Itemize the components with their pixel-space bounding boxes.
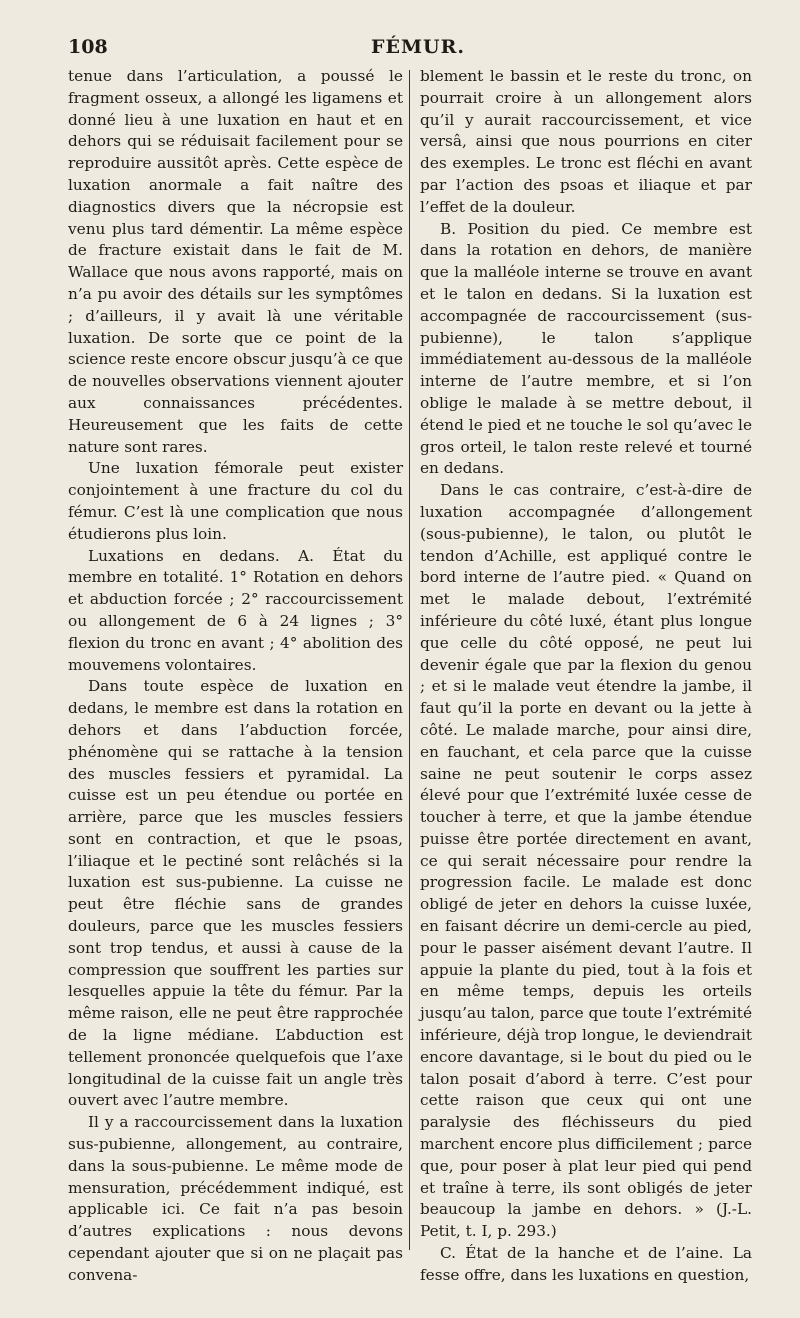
paragraph: tenue dans l’articulation, a poussé le fragment osseux, a allongé les ligamens et donné lieu à une luxation en haut et en dehors qui se réduisait facilement pour se reproduire aussitôt après. Cette espèce de luxation anormale a fait naître des diagnostics divers que la nécropsie est venu plus tard démentir. La même espèce de fracture existait dans le fait de M. Wallace que nous avons rapporté, mais on n’a pu avoir des détails sur les symptômes ; d’ailleurs, il y avait là une véritable luxation. De sorte que ce point de la science reste encore obscur jusqu’à ce que de nouvelles observations viennent ajouter aux connaissances précédentes. Heureusement que les faits de cette nature sont rares. <box>68 67 403 456</box>
page-header <box>68 36 768 66</box>
paragraph: Une luxation fémorale peut exister conjointement à une fracture du col du fémur. C’est là une complication que nous étudierons plus loin. <box>68 459 403 543</box>
paragraph: C. État de la hanche et de l’aine. La fesse offre, dans les luxations en question, <box>420 1244 752 1284</box>
paragraph: Dans le cas contraire, c’est-à-dire de luxation accompagnée d’allongement (sous-pubienne), le talon, ou plutôt le tendon d’Achille, est appliqué contre le bord interne de l’autre pied. « Quand on met le malade debout, l’extrémité inférieure du côté luxé, étant plus longue que celle du côté opposé, ne peut lui devenir égale que par la flexion du genou ; et si le malade veut étendre la jambe, il faut qu’il la porte en devant ou la jette à côté. Le malade marche, pour ainsi dire, en fauchant, et cela parce que la cuisse saine ne peut soutenir le corps assez élevé pour que l’extrémité luxée cesse de toucher à terre, et que la jambe étendue puisse être portée directement en avant, ce qui serait nécessaire pour rendre la progression facile. Le malade est donc obligé de jeter en dehors la cuisse luxée, en faisant décrire un demi-cercle au pied, pour le passer aisément devant l’autre. Il appuie la plante du pied, tout à la fois et en même temps, depuis les orteils jusqu’au talon, parce que toute l’extrémité inférieure, déjà trop longue, le deviendrait encore davantage, si le bout du pied ou le talon posait d’abord à terre. C’est pour cette raison que ceux qui ont une paralysie des fléchisseurs du pied marchent encore plus difficilement ; parce que, pour poser à plat leur pied qui pend et traîne à terre, ils sont obligés de jeter beaucoup la jambe en dehors. » (J.-L. Petit, t. I, p. 293.) <box>420 481 752 1241</box>
right-column <box>420 66 752 1287</box>
column-divider <box>409 70 410 1250</box>
paragraph: blement le bassin et le reste du tronc, on pourrait croire à un allongement alors qu’il y aurait raccourcissement, et vice versâ, ainsi que nous pourrions en citer des exemples. Le tronc est fléchi en avant par l’action des psoas et iliaque et par l’effet de la douleur. <box>420 67 752 216</box>
left-column <box>68 66 403 1287</box>
paragraph: Il y a raccourcissement dans la luxation sus-pubienne, allongement, au contraire, dans la sous-pubienne. Le même mode de mensuration, précédemment indiqué, est applicable ici. Ce fait n’a pas besoin d’autres explications : nous devons cependant ajouter que si on ne plaçait pas convena- <box>68 1113 403 1284</box>
paragraph: Dans toute espèce de luxation en dedans, le membre est dans la rotation en dehors et dans l’abduction forcée, phénomène qui se rattache à la tension des muscles fessiers et pyramidal. La cuisse est un peu étendue ou portée en arrière, parce que les muscles fessiers sont en contraction, et que le psoas, l’iliaque et le pectiné sont relâchés si la luxation est sus-pubienne. La cuisse ne peut être fléchie sans de grandes douleurs, parce que les muscles fessiers sont trop tendus, et aussi à cause de la compression que souffrent les parties sur lesquelles appuie la tête du fémur. Par la même raison, elle ne peut être rapprochée de la ligne médiane. L’abduction est tellement prononcée quelquefois que l’axe longitudinal de la cuisse fait un angle très ouvert avec l’autre membre. <box>68 677 403 1110</box>
paragraph: B. Position du pied. Ce membre est dans la rotation en dehors, de manière que la malléole interne se trouve en avant et le talon en dedans. Si la luxation est accompagnée de raccourcissement (sus-pubienne), le talon s’applique immédiatement au-dessous de la malléole interne de l’autre membre, et si l’on oblige le malade à se mettre debout, il étend le pied et ne touche le sol qu’avec le gros orteil, le talon reste relevé et tourné en dedans. <box>420 219 752 478</box>
running-title: FÉMUR. <box>371 36 465 58</box>
page-number: 108 <box>68 36 108 58</box>
paragraph: Luxations en dedans. A. État du membre en totalité. 1° Rotation en dehors et abduction forcée ; 2° raccourcissement ou allongement de 6 à 24 lignes ; 3° flexion du tronc en avant ; 4° abolition des mouvemens volontaires. <box>68 546 403 674</box>
